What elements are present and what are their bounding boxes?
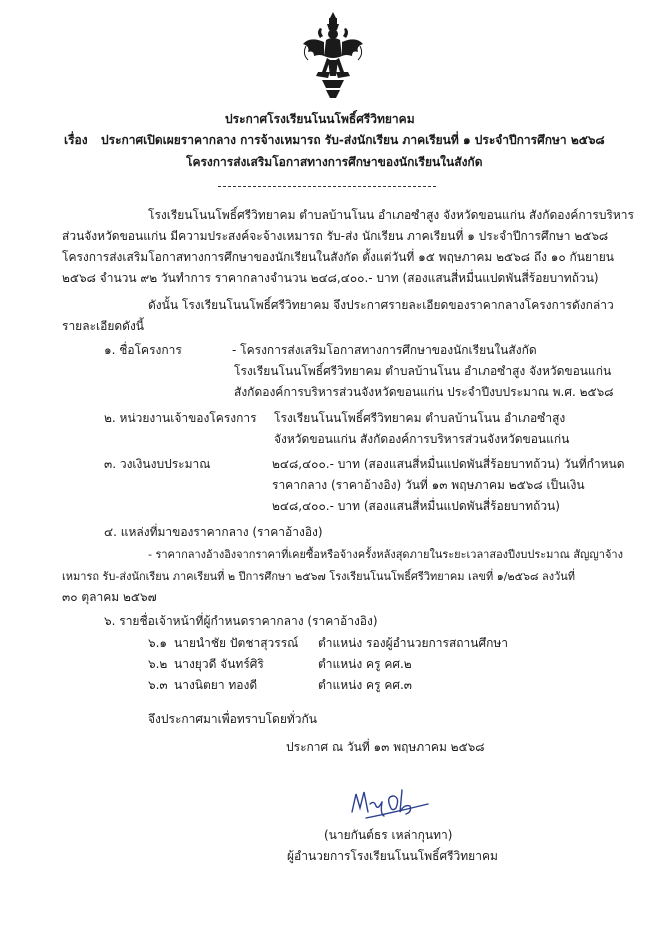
garuda-emblem-icon <box>300 10 366 100</box>
signature-icon <box>346 782 430 822</box>
item-label: ๖. รายชื่อเจ้าหน้าที่ผู้กำหนดราคากลาง (ราคาอ้างอิง) <box>104 614 378 628</box>
intro-line: โครงการส่งเสริมโอกาสทางการศึกษาของนักเรียนในสังกัด ตั้งแต่วันที่ ๑๕ พฤษภาคม ๒๕๖๘ ถึง ๑๐ กันยายน <box>62 250 614 264</box>
item-detail-line: โรงเรียนโนนโพธิ์ศรีวิทยาคม ตำบลบ้านโนน อำเภอซำสูง <box>274 411 566 425</box>
item-detail-line: เหมารถ รับ-ส่งนักเรียน ภาคเรียนที่ ๒ ปีการศึกษา ๒๕๖๗ โรงเรียนโนนโพธิ์ศรีวิทยาคม เลขที่ ๑/๒๕๖๘ ลงวันที่ <box>62 570 576 583</box>
official-position: ตำแหน่ง ครู คศ.๒ <box>318 657 412 671</box>
announce-line: รายละเอียดดังนี้ <box>62 319 145 333</box>
item-detail-line: ๓๐ ตุลาคม ๒๕๖๗ <box>62 590 157 604</box>
official-number: ๖.๒ <box>148 657 168 671</box>
subject-text: ประกาศเปิดเผยราคากลาง การจ้างเหมารถ รับ-ส่งนักเรียน ภาคเรียนที่ ๑ ประจำปีการศึกษา ๒๕๖๘ <box>101 133 605 147</box>
item-detail-line: ๒๔๘,๔๐๐.- บาท (สองแสนสี่หมื่นแปดพันสี่ร้อยบาทถ้วน) วันที่กำหนด <box>272 457 625 471</box>
subject-label: เรื่อง <box>64 133 88 147</box>
official-number: ๖.๓ <box>148 678 168 692</box>
official-position: ตำแหน่ง รองผู้อำนวยการสถานศึกษา <box>318 636 509 650</box>
signatory-name: (นายกันต์ธร เหล่ากุนทา) <box>324 828 453 842</box>
official-name: นางนิตยา ทองดี <box>174 678 258 692</box>
official-position: ตำแหน่ง ครู คศ.๓ <box>318 678 413 692</box>
intro-line: โรงเรียนโนนโพธิ์ศรีวิทยาคม ตำบลบ้านโนน อำเภอซำสูง จังหวัดขอนแก่น สังกัดองค์การบริหาร <box>148 208 634 222</box>
item-label: ๒. หน่วยงานเจ้าของโครงการ <box>104 411 257 425</box>
separator-line <box>218 186 436 187</box>
announce-line: ดังนั้น โรงเรียนโนนโพธิ์ศรีวิทยาคม จึงประกาศรายละเอียดของราคากลางโครงการดังกล่าว <box>148 298 614 312</box>
project-title: โครงการส่งเสริมโอกาสทางการศึกษาของนักเรียนในสังกัด <box>186 155 483 169</box>
item-detail-line: จังหวัดขอนแก่น สังกัดองค์การบริหารส่วนจังหวัดขอนแก่น <box>274 432 570 446</box>
item-detail-line: - โครงการส่งเสริมโอกาสทางการศึกษาของนักเรียนในสังกัด <box>232 343 537 357</box>
item-label: ๑. ชื่อโครงการ <box>104 343 182 357</box>
item-detail-line: - ราคากลางอ้างอิงจากราคาที่เคยซื้อหรือจ้างครั้งหลังสุดภายในระยะเวลาสองปีงบประมาณ สัญญาจ้าง <box>148 548 623 561</box>
announce-date: ประกาศ ณ วันที่ ๑๓ พฤษภาคม ๒๕๖๘ <box>286 740 485 754</box>
intro-line: ๒๕๖๘ จำนวน ๙๒ วันทำการ ราคากลางจำนวน ๒๔๘,๔๐๐.- บาท (สองแสนสี่หมื่นแปดพันสี่ร้อยบาทถ้วน) <box>62 271 599 285</box>
item-detail-line: ๒๔๘,๔๐๐.- บาท (สองแสนสี่หมื่นแปดพันสี่ร้อยบาทถ้วน) <box>272 499 560 513</box>
intro-line: ส่วนจังหวัดขอนแก่น มีความประสงค์จะจ้างเหมารถ รับ-ส่ง นักเรียน ภาคเรียนที่ ๑ ประจำปีการศึกษา ๒๕๖๘ <box>62 229 609 243</box>
item-detail-line: โรงเรียนโนนโพธิ์ศรีวิทยาคม ตำบลบ้านโนน อำเภอซำสูง จังหวัดขอนแก่น <box>234 364 612 378</box>
item-detail-line: สังกัดองค์การบริหารส่วนจังหวัดขอนแก่น ประจำปีงบประมาณ พ.ศ. ๒๕๖๘ <box>234 385 614 399</box>
item-label: ๓. วงเงินงบประมาณ <box>104 457 211 471</box>
item-detail-line: ราคากลาง (ราคาอ้างอิง) วันที่ ๑๓ พฤษภาคม ๒๕๖๘ เป็นเงิน <box>272 478 585 492</box>
page-title: ประกาศโรงเรียนโนนโพธิ์ศรีวิทยาคม <box>225 112 415 126</box>
official-name: นายนำชัย ปัตชาสุวรรณ์ <box>174 636 299 650</box>
signatory-position: ผู้อำนวยการโรงเรียนโนนโพธิ์ศรีวิทยาคม <box>287 849 498 863</box>
item-label: ๔. แหล่งที่มาของราคากลาง (ราคาอ้างอิง) <box>104 525 323 539</box>
closing-statement: จึงประกาศมาเพื่อทราบโดยทั่วกัน <box>148 712 317 726</box>
official-number: ๖.๑ <box>148 636 168 650</box>
official-name: นางยุวดี จันทร์ศิริ <box>174 657 264 671</box>
